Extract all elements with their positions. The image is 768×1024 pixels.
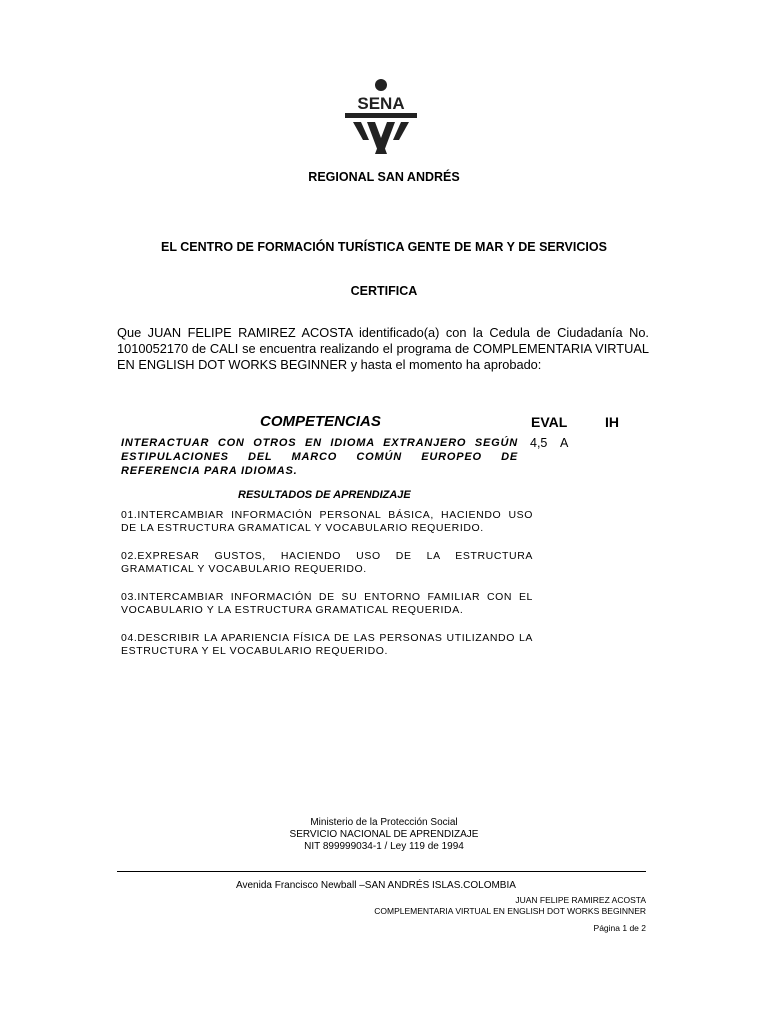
competencias-header: COMPETENCIAS	[260, 413, 381, 430]
eval-value: 4,5	[530, 436, 548, 450]
certifica-heading: CERTIFICA	[350, 284, 418, 298]
resultado-item: 01.INTERCAMBIAR INFORMACIÓN PERSONAL BÁSICA, HACIENDO USO DE LA ESTRUCTURA GRAMATICAL Y VOCABULARIO REQUERIDO.	[121, 509, 533, 534]
resultado-item: 02.EXPRESAR GUSTOS, HACIENDO USO DE LA ESTRUCTURA GRAMATICAL Y VOCABULARIO REQUERIDO.	[121, 550, 533, 575]
student-name: JUAN FELIPE RAMIREZ ACOSTA	[515, 895, 646, 905]
resultado-item: 04.DESCRIBIR LA APARIENCIA FÍSICA DE LAS PERSONAS UTILIZANDO LA ESTRUCTURA Y EL VOCABULARIO REQUERIDO.	[121, 632, 533, 657]
eval-letter: A	[560, 436, 569, 450]
footer-divider	[117, 871, 646, 872]
logo-stroke-outer-right	[393, 122, 409, 140]
logo-stroke-outer-left	[353, 122, 369, 140]
program-name: COMPLEMENTARIA VIRTUAL EN ENGLISH DOT WORKS BEGINNER	[374, 906, 646, 916]
address-line: Avenida Francisco Newball –SAN ANDRÉS ISLAS.COLOMBIA	[236, 880, 516, 891]
servicio-line: SERVICIO NACIONAL DE APRENDIZAJE	[289, 829, 479, 840]
competencia-text: INTERACTUAR CON OTROS EN IDIOMA EXTRANJERO SEGÚN ESTIPULACIONES DEL MARCO COMÚN EUROPEO DE REFERENCIA PARA IDIOMAS.	[121, 437, 518, 477]
intro-paragraph: Que JUAN FELIPE RAMIREZ ACOSTA identificado(a) con la Cedula de Ciudadanía No. 1010052170 de CALI se encuentra realizando el programa de COMPLEMENTARIA VIRTUAL EN ENGLISH DOT WORKS BEGINNER y hasta el momento ha aprobado:	[117, 325, 649, 372]
logo-bar	[345, 113, 417, 118]
ih-header: IH	[605, 414, 619, 430]
ministerio-line: Ministerio de la Protección Social	[310, 817, 458, 828]
nit-line: NIT 899999034-1 / Ley 119 de 1994	[304, 841, 464, 852]
eval-header: EVAL	[531, 414, 568, 430]
resultado-item: 03.INTERCAMBIAR INFORMACIÓN DE SU ENTORNO FAMILIAR CON EL VOCABULARIO Y LA ESTRUCTURA GRAMATICAL REQUERIDA.	[121, 591, 533, 616]
sena-logo	[343, 78, 419, 158]
centro-title: EL CENTRO DE FORMACIÓN TURÍSTICA GENTE DE MAR Y DE SERVICIOS	[161, 240, 607, 254]
logo-text: SENA	[357, 94, 405, 113]
page-number: Página 1 de 2	[593, 923, 646, 933]
logo-dot	[375, 79, 387, 91]
resultados-header: RESULTADOS DE APRENDIZAJE	[238, 489, 411, 501]
regional-title: REGIONAL SAN ANDRÉS	[308, 170, 460, 184]
